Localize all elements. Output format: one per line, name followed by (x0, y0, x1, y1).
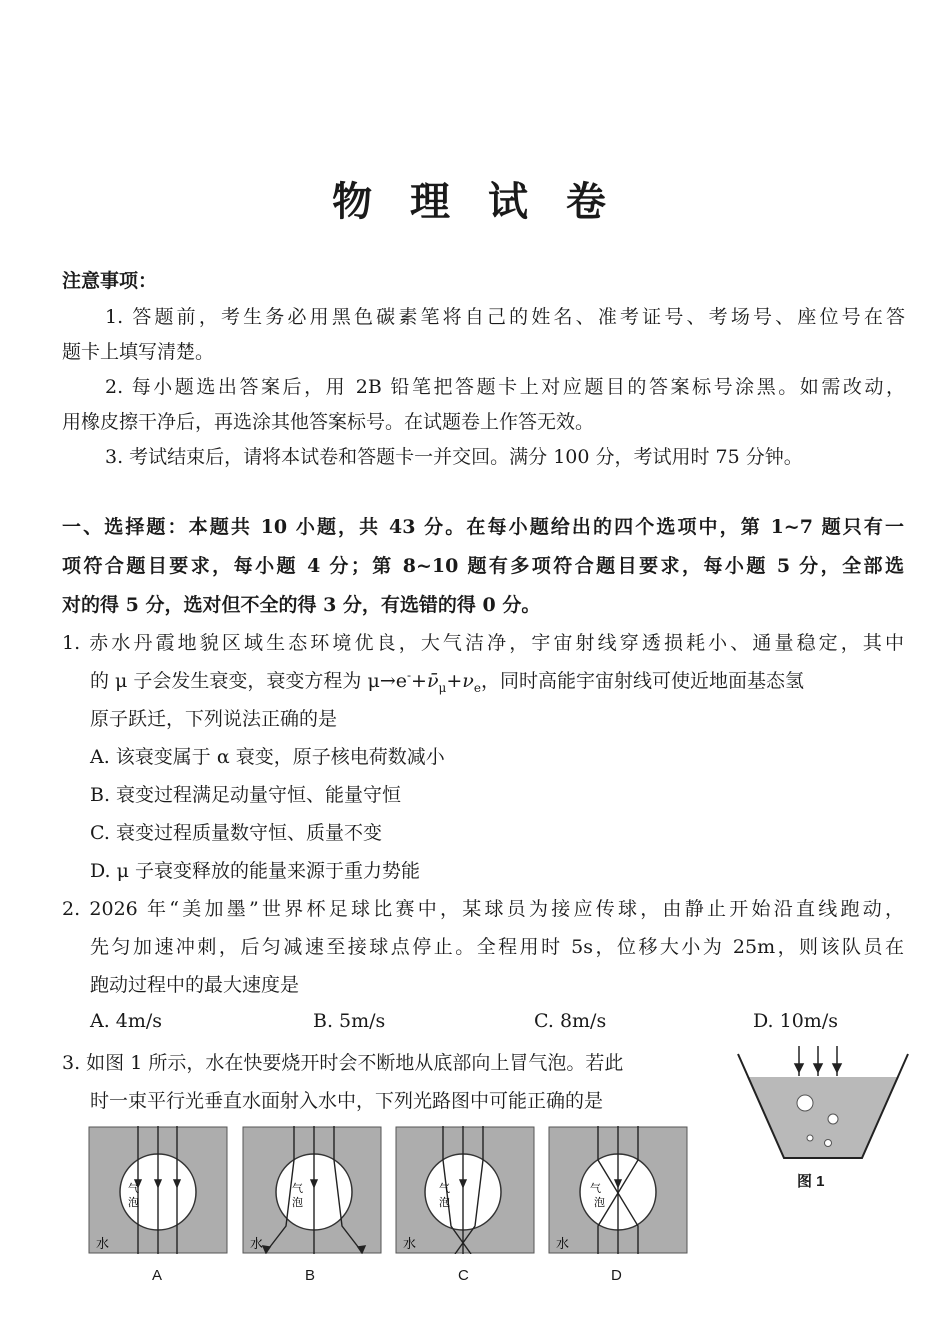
bubble-label-1: 气 (590, 1182, 601, 1195)
section-instr-1: 一、选择题：本题共 10 小题，共 43 分。在每小题给出的四个选项中，第 1~7 题只有一 (62, 516, 904, 538)
figure-1-caption: 图 1 (797, 1173, 825, 1190)
formula-nu: ν (462, 670, 474, 692)
figure-1-beaker (735, 1040, 915, 1165)
water-label: 水 (250, 1237, 264, 1252)
q2-option-d: D. 10m/s (753, 1010, 838, 1032)
panel-d-label: D (611, 1267, 622, 1284)
q2-line-3: 跑动过程中的最大速度是 (90, 974, 300, 996)
panel-a-label: A (152, 1267, 163, 1284)
panel-b-diagram (242, 1126, 382, 1254)
bubble-small-1 (825, 1140, 832, 1147)
water-label: 水 (403, 1237, 417, 1252)
formula-nu-bar: ν̄ (426, 670, 439, 692)
bubble-label-2: 泡 (128, 1196, 139, 1209)
formula-plus-1: + (411, 670, 427, 692)
water-label: 水 (96, 1237, 110, 1252)
bubble-label-1: 气 (439, 1182, 450, 1195)
bubble-label-2: 泡 (292, 1196, 303, 1209)
bubble-label-1: 气 (128, 1182, 139, 1195)
water-fill (747, 1077, 899, 1158)
notes-heading: 注意事项： (62, 270, 158, 292)
q1-option-a: A. 该衰变属于 α 衰变，原子核电荷数减小 (90, 746, 445, 768)
water-label: 水 (556, 1237, 570, 1252)
q1-line-2 (90, 666, 804, 695)
q1-option-b: B. 衰变过程满足动量守恒、能量守恒 (90, 784, 402, 806)
bubble-label-1: 气 (292, 1182, 303, 1195)
note-2b: 用橡皮擦干净后，再选涂其他答案标号。在试题卷上作答无效。 (62, 411, 595, 433)
bubble-small-2 (807, 1135, 813, 1141)
q1-line-2-post: ，同时高能宇宙射线可使近地面基态氢 (480, 670, 804, 692)
panel-c-diagram (395, 1126, 535, 1254)
q1-line-3: 原子跃迁，下列说法正确的是 (90, 708, 338, 730)
q3-line-2: 时一束平行光垂直水面射入水中，下列光路图中可能正确的是 (90, 1090, 604, 1112)
panel-a-diagram (88, 1126, 228, 1254)
decay-formula (367, 668, 481, 695)
note-1a: 1. 答题前，考生务必用黑色碳素笔将自己的姓名、准考证号、考场号、座位号在答 (105, 306, 905, 328)
page-title: 物 理 试 卷 (332, 178, 618, 225)
section-instr-3: 对的得 5 分，选对但不全的得 3 分，有选错的得 0 分。 (62, 594, 541, 616)
note-1b: 题卡上填写清楚。 (62, 341, 215, 363)
formula-sub-e: e (473, 680, 481, 695)
bubble-large (797, 1095, 813, 1111)
panel-b-label: B (305, 1267, 316, 1284)
panel-c-label: C (458, 1267, 469, 1284)
note-3: 3. 考试结束后，请将本试卷和答题卡一并交回。满分 100 分，考试用时 75 分钟。 (105, 446, 803, 468)
note-2a: 2. 每小题选出答案后，用 2B 铅笔把答题卡上对应题目的答案标号涂黑。如需改动， (105, 376, 905, 398)
incident-light-arrows (795, 1046, 841, 1076)
bubble-label-2: 泡 (439, 1196, 450, 1209)
formula-sub-mu: μ (438, 680, 447, 695)
q3-line-1: 3. 如图 1 所示，水在快要烧开时会不断地从底部向上冒气泡。若此 (62, 1052, 624, 1074)
bubble-label-2: 泡 (594, 1196, 605, 1209)
q2-option-c: C. 8m/s (534, 1010, 607, 1032)
section-instr-2: 项符合题目要求，每小题 4 分；第 8~10 题有多项符合题目要求，每小题 5 分，全部选 (62, 555, 904, 577)
q2-option-a: A. 4m/s (90, 1010, 163, 1032)
q2-line-1: 2. 2026 年“美加墨”世界杯足球比赛中，某球员为接应传球，由静止开始沿直线跑动， (62, 898, 904, 920)
formula-mu: μ→e (367, 670, 407, 692)
formula-plus-2: + (446, 670, 463, 692)
q1-option-c: C. 衰变过程质量数守恒、质量不变 (90, 822, 382, 844)
formula-sup: - (406, 668, 412, 683)
bubble-medium (828, 1114, 838, 1124)
q1-line-2-pre: 的 μ 子会发生衰变，衰变方程为 (90, 670, 368, 692)
q1-line-1: 1. 赤水丹霞地貌区域生态环境优良，大气洁净，宇宙射线穿透损耗小、通量稳定，其中 (62, 632, 904, 654)
q2-line-2: 先匀加速冲刺，后匀减速至接球点停止。全程用时 5s，位移大小为 25m，则该队员在 (90, 936, 904, 958)
q1-option-d: D. μ 子衰变释放的能量来源于重力势能 (90, 860, 421, 882)
q2-option-b: B. 5m/s (313, 1010, 386, 1032)
panel-d-diagram (548, 1126, 688, 1254)
